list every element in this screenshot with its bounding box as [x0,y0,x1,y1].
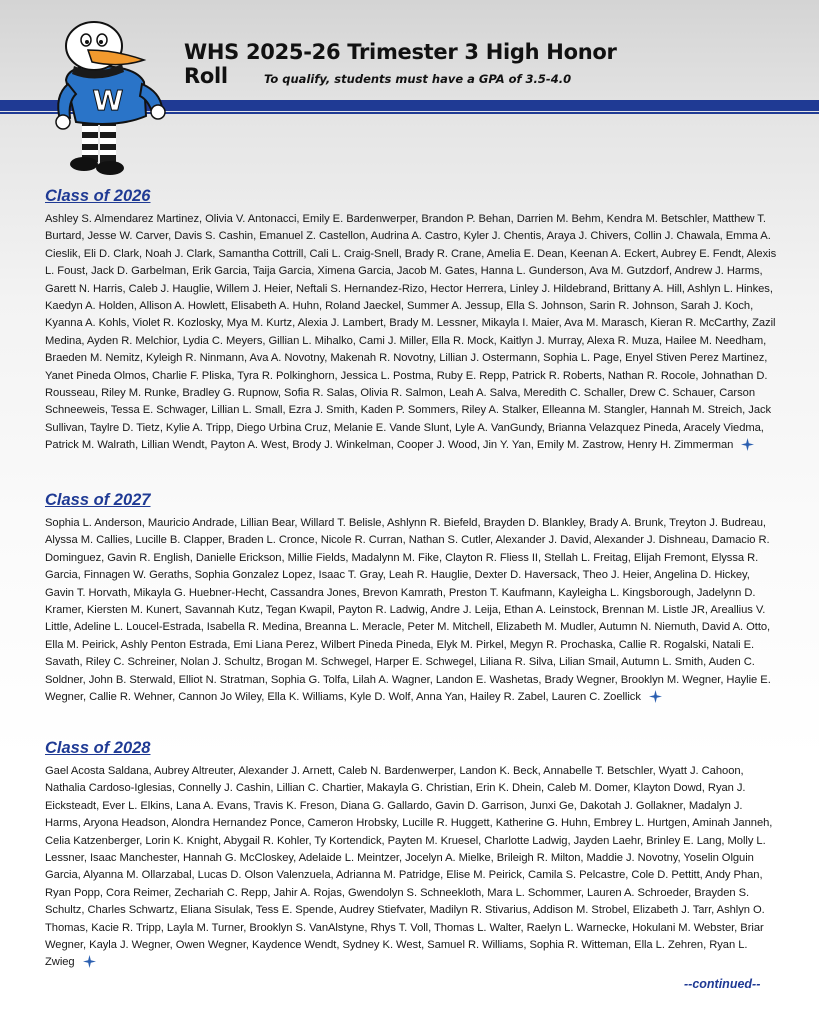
section-title: Class of 2028 [45,739,151,757]
class-2028-section [45,738,778,972]
star-icon [741,438,754,451]
class-2026-section [45,186,778,455]
svg-text:W: W [92,84,124,117]
section-title: Class of 2027 [45,491,151,509]
student-names: Ashley S. Almendarez Martinez, Olivia V. Antonacci, Emily E. Bardenwerper, Brandon P. Behan, Darrien M. Behm, Kendra M. Betschler, Matthew T. Burtard, Jesse W. Carver, Davis S. Cashin, Emanuel Z. Castellon, Audrina A. Castro, Kyler J. Chentis, Araya J. Chivers, Collin J. Chawala, Emma A. Cieslik, Eli D. Clark, Noah J. Clark, Samantha Cottrill, Cali L. Craig-Snell, Brady R. Crane, Amelia E. Dean, Keenan A. Eckert, Aubrey E. Fendt, Alexis L. Foust, Jack D. Garbelman, Erik Garcia, Taija Garcia, Ximena Garcia, Jacob M. Gates, Hanna L. Gunderson, Ava M. Gutzdorf, Andrew J. Harms, Garett N. Harris, Caleb J. Hauglie, Willem J. Heier, Neftali S. Hernandez-Rizo, Hector Herrera, Linley J. Hildebrand, Brittany A. Hill, Ashlyn L. Hinkes, Kaedyn A. Holden, Allison A. Howlett, Elisabeth A. Huhn, Roland Jaeckel, Summer A. Jessup, Ella S. Johnson, Sarin R. Johnson, Sarah J. Koch, Kyanna A. Kohls, Violet R. Kozlosky, Mya M. Kurtz, Alexia J. Lambert, Brady M. Lessner, Mikayla I. Maier, Ava M. Marasch, Kieran R. McCarthy, Zazil Medina, Ayden R. Melchior, Lydia C. Meyers, Gillian L. Mihalko, Cami J. Miller, Ella R. Mock, Kaitlyn J. Murray, Alexa R. Muza, Hailee M. Needham, Braeden M. Nemitz, Kyleigh R. Ninmann, Ava A. Novotny, Makenah R. Novotny, Lillian J. Ostermann, Sophia L. Page, Enyel Stiven Perez Martinez, Yanet Pineda Olmos, Charlie F. Pliska, Tyra R. Polkinghorn, Jessica L. Postma, Ruby E. Repp, Patrick R. Roberts, Nathan R. Rocole, Johnathan D. Rousseau, Riley M. Runke, Bradley G. Rupnow, Sofia R. Salas, Olivia R. Salmon, Leah A. Salva, Meredith C. Schaller, Drew C. Schauer, Carson Schneeweis, Tessa E. Schwager, Lillian L. Small, Ezra J. Smith, Kaden P. Sommers, Riley A. Stalker, Elleanna M. Stangler, Hannah M. Streich, Jack Sullivan, Taylre D. Tietz, Kylie A. Tripp, Diego Urbina Cruz, Melanie E. Vande Slunt, Lyle A. VanGundy, Brianna Velazquez Pineda, Aracely Viedma, Patrick M. Walrath, Lillian Wendt, Payton A. West, Brody J. Winkelman, Cooper J. Wood, Jin Y. Yan, Emily M. Zastrow, Henry H. Zimmerman [45,213,777,452]
student-names: Gael Acosta Saldana, Aubrey Altreuter, Alexander J. Arnett, Caleb N. Bardenwerper, Landon K. Beck, Annabelle T. Betschler, Wyatt J. Cahoon, Nathalia Cardoso-Iglesias, Connelly J. Cashin, Lillian C. Chartier, Makayla G. Christian, Erin K. Dhein, Caleb M. Domer, Klayton Dowd, Ryan J. Eicksteadt, Ever L. Elkins, Lana A. Evans, Travis K. Freson, Diana G. Gallardo, Gavin D. Garrison, Junxi Ge, Dakotah J. Gollakner, Madalyn J. Harms, Aryona Headson, Alondra Hernandez Ponce, Cameron Hrobsky, Lucille R. Huggett, Katherine G. Huhn, Embrey L. Hurtgen, Aminah Janneh, Celia Katzenberger, Lorin K. Knight, Abygail R. Kohler, Ty Kortendick, Payten M. Kruesel, Charlotte Ladwig, Jayden Laehr, Brinley E. Lang, Molly L. Lessner, Isaac Manchester, Hannah G. McCloskey, Adelaide L. Meintzer, Jocelyn A. Mielke, Brileigh R. Milton, Maddie J. Novotny, Yoselin Olguin Garcia, Alyanna M. Ollarzabal, Lucas D. Olson Valenzuela, Adrianna M. Patridge, Elise M. Peirick, Camila S. Pelcastre, Cole D. Pettitt, Andy Phan, Ryan Popp, Cora Reimer, Zechariah C. Repp, Jahir A. Rojas, Gwendolyn S. Schneekloth, Mara L. Schommer, Lauren A. Schroeder, Brayden S. Schultz, Charles Schwartz, Eliana Sisulak, Tess E. Spende, Audrey Stiefvater, Madilyn R. Stivarius, Addison M. Strobel, Elizabeth J. Tarr, Ashlyn O. Thomas, Kacie R. Tripp, Layla M. Turner, Brooklyn S. VanAlstyne, Rhys T. Voll, Thomas L. Walter, Raelyn L. Warnecke, Hokulani M. Webster, Briar Wegner, Kayla J. Wegner, Owen Wegner, Kaydence Wendt, Sydney K. West, Samuel R. Williams, Sophia R. Witteman, Ella L. Zehren, Ryan L. Zwieg [45,765,773,969]
student-list [45,763,778,972]
page-subtitle: To qualify, students must have a GPA of 3.5-4.0 [264,72,572,86]
student-names: Sophia L. Anderson, Mauricio Andrade, Lillian Bear, Willard T. Belisle, Ashlynn R. Biefeld, Brayden D. Blankley, Brady A. Brunk, Treyton J. Budreau, Alyssa M. Callies, Lucille B. Clapper, Braden L. Cronce, Nicole R. Curran, Nathan S. Cutler, Alexander J. David, Alexander J. Dishneau, Damacio R. Dominguez, Gavin R. English, Danielle Erickson, Millie Fields, Madalynn M. Fike, Clayton R. Fliess II, Stellah L. Freitag, Elijah Fremont, Elyssa R. Garcia, Finnagen W. Geraths, Sophia Gonzalez Lopez, Isaac T. Gray, Leah R. Hauglie, Dexter D. Haversack, Theo J. Heier, Angelina D. Hickey, Gavin T. Horvath, Mikayla G. Huebner-Hecht, Cassandra Jones, Brevon Kamrath, Preston T. Kaufmann, Kayleigha L. Kingsborough, Jadelynn D. Kramer, Kiersten M. Kunert, Savannah Kutz, Tegan Kwapil, Payton R. Ladwig, Andre J. Leija, Ethan A. Leinstock, Brennan M. Listle JR, Areallius V. Little, Adeline L. Loucel-Estrada, Isabella R. Medina, Breanna L. Meracle, Peter M. Mitchell, Elizabeth M. Mudler, Autumn N. Niemuth, David A. Otto, Ella M. Peirick, Ashly Penton Estrada, Emi Liana Perez, Wilbert Pineda Pineda, Elyk M. Pirkel, Megyn R. Prochaska, Callie R. Rogalski, Natali E. Savath, Riley C. Schreiner, Nolan J. Schultz, Brogan M. Schwegel, Harper E. Schwegel, Liliana R. Silva, Lilian Smail, Autumn L. Smith, Auden C. Soldner, John B. Sterwald, Elliot N. Stratman, Sophia G. Tolfa, Lilah A. Wagner, Landon E. Washetas, Brady Wegner, Brooklyn M. Wegner, Haylie E. Wegner, Callie R. Wehner, Cannon Jo Wiley, Ella K. Williams, Kyle D. Wolf, Anna Yan, Hailey R. Zabel, Lauren C. Zoellick [45,517,771,704]
star-icon [83,955,96,968]
class-2027-section [45,490,778,706]
duck-mascot-icon [48,16,172,178]
student-list [45,211,778,455]
section-title: Class of 2026 [45,187,151,205]
page-title: WHS 2025-26 Trimester 3 High Honor Roll [184,40,617,88]
star-icon [649,690,662,703]
continued-label: --continued-- [684,977,761,991]
student-list [45,515,778,706]
